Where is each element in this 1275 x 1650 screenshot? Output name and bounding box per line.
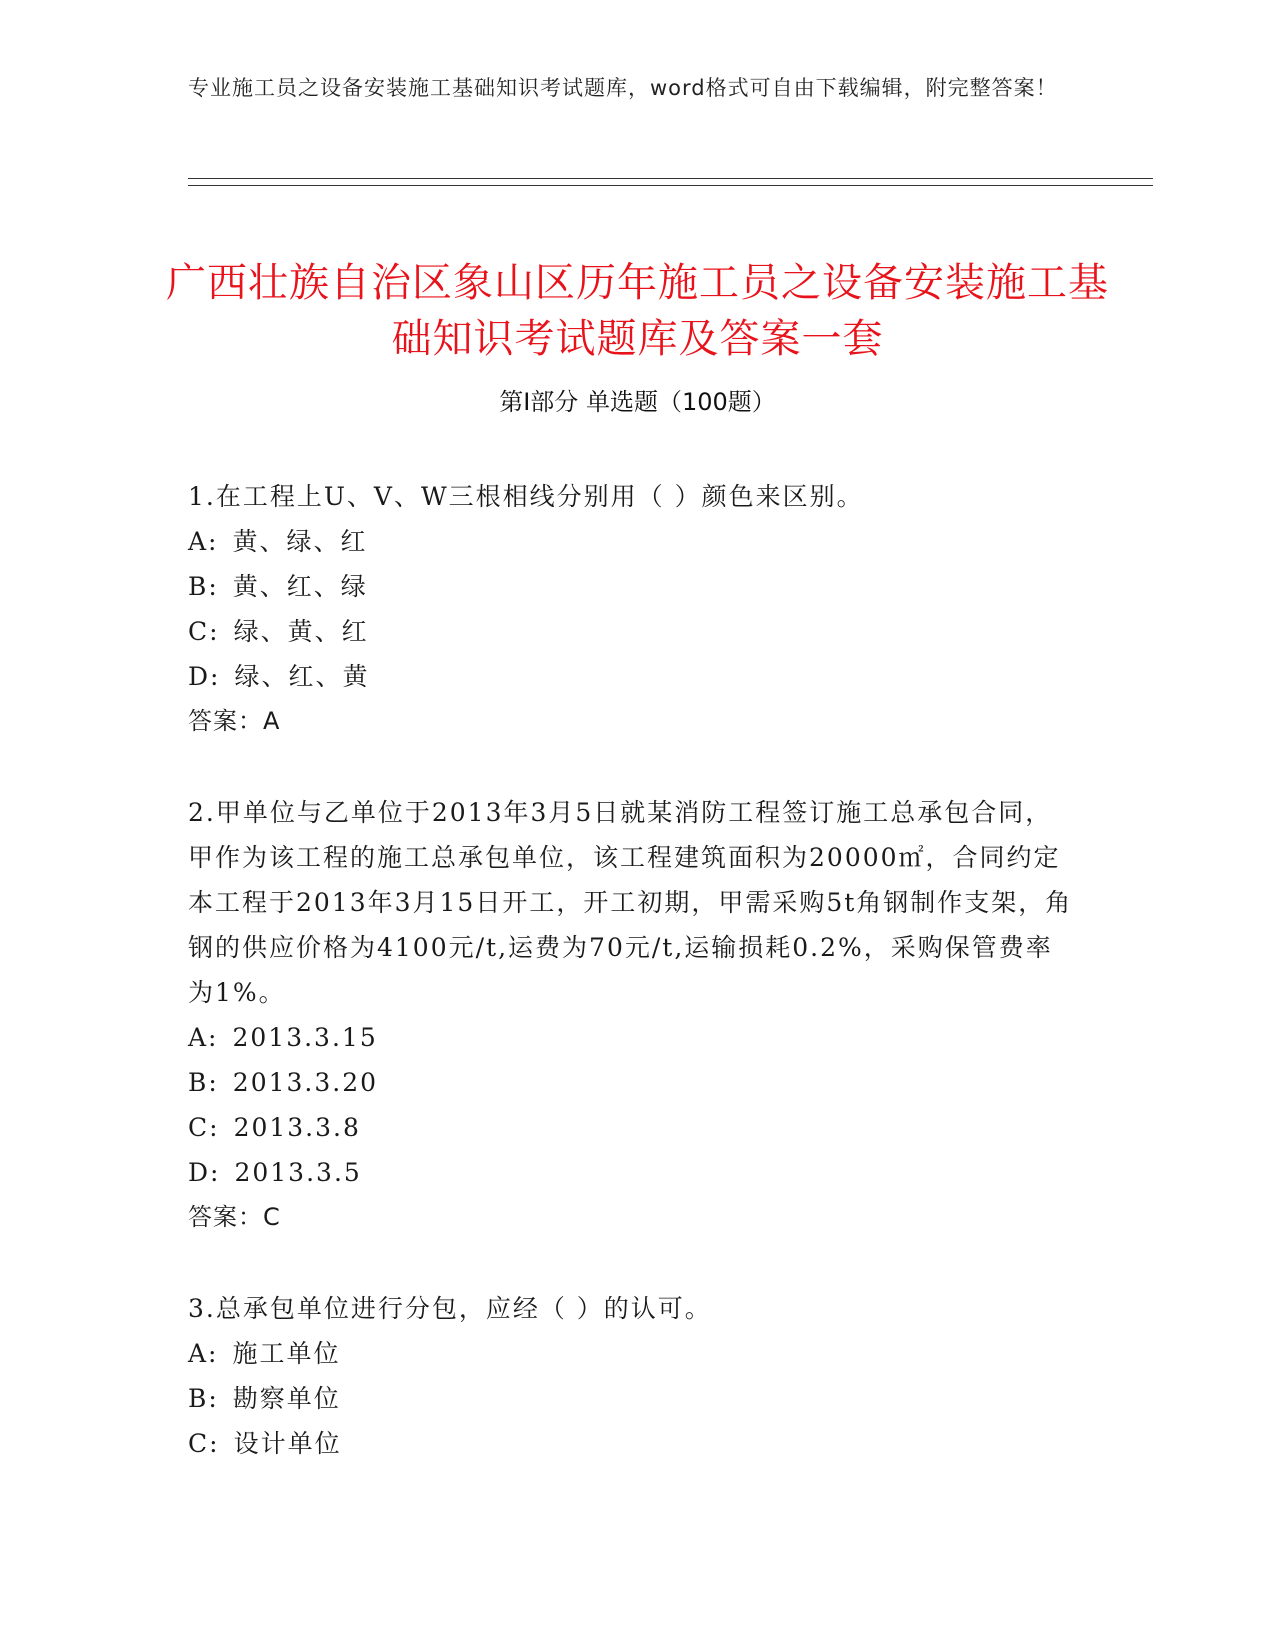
answer-value: A — [263, 707, 281, 735]
option-key: A: — [188, 527, 219, 556]
option-b — [188, 1060, 1078, 1105]
option-text: 2013.3.8 — [233, 1113, 361, 1142]
option-key: D: — [188, 662, 221, 691]
option-text: 施工单位 — [232, 1339, 341, 1368]
header-rule-top — [188, 178, 1153, 179]
option-a — [188, 519, 1078, 564]
question-text: 3.总承包单位进行分包，应经（ ）的认可。 — [188, 1294, 712, 1323]
option-text: 2013.3.5 — [234, 1158, 362, 1187]
answer-label: 答案： — [188, 1203, 263, 1231]
option-text: 勘察单位 — [232, 1384, 341, 1413]
header-rule-bottom — [188, 185, 1153, 186]
option-text: 黄、绿、红 — [232, 527, 368, 556]
option-text: 2013.3.20 — [232, 1068, 379, 1097]
option-b — [188, 564, 1078, 609]
section-title: 第Ⅰ部分 单选题（100题） — [499, 388, 776, 416]
option-c — [188, 609, 1078, 654]
option-key: B: — [188, 1068, 219, 1097]
option-key: D: — [188, 1158, 221, 1187]
option-text: 绿、红、黄 — [234, 662, 370, 691]
option-key: C: — [188, 617, 220, 646]
option-b — [188, 1376, 1078, 1421]
option-text: 2013.3.15 — [232, 1023, 378, 1052]
option-d — [188, 1150, 1078, 1195]
option-d — [188, 654, 1078, 699]
option-a — [188, 1331, 1078, 1376]
option-text: 绿、黄、红 — [233, 617, 369, 646]
option-key: A: — [188, 1339, 219, 1368]
question-text: 2.甲单位与乙单位于2013年3月5日就某消防工程签订施工总承包合同，甲作为该工程的施工总承包单位，该工程建筑面积为20000㎡，合同约定本工程于2013年3月15日开工，开工初期，甲需采购5t角钢制作支架，角钢的供应价格为4100元/t,运费为70元/t,运输损耗0.2%，采购保管费率为1%。 — [188, 798, 1073, 1007]
question-1 — [188, 474, 1078, 744]
option-c — [188, 1105, 1078, 1150]
option-key: B: — [188, 572, 219, 601]
question-3 — [188, 1286, 1078, 1466]
option-key: A: — [188, 1023, 219, 1052]
question-list — [188, 474, 1078, 1512]
option-text: 设计单位 — [233, 1429, 342, 1458]
option-key: C: — [188, 1429, 220, 1458]
document-title: 广西壮族自治区象山区历年施工员之设备安装施工基础知识考试题库及答案一套 — [166, 259, 1109, 362]
question-2 — [188, 790, 1078, 1240]
answer-value: C — [263, 1203, 281, 1231]
answer-label: 答案： — [188, 707, 263, 735]
option-text: 黄、红、绿 — [232, 572, 368, 601]
answer — [188, 1195, 1078, 1240]
question-text: 1.在工程上U、V、W三根相线分别用（ ）颜色来区别。 — [188, 482, 864, 511]
option-key: C: — [188, 1113, 220, 1142]
option-c — [188, 1421, 1078, 1466]
option-a — [188, 1015, 1078, 1060]
answer — [188, 699, 1078, 744]
option-key: B: — [188, 1384, 219, 1413]
header-note: 专业施工员之设备安装施工基础知识考试题库，word格式可自由下载编辑，附完整答案！ — [188, 76, 1058, 100]
